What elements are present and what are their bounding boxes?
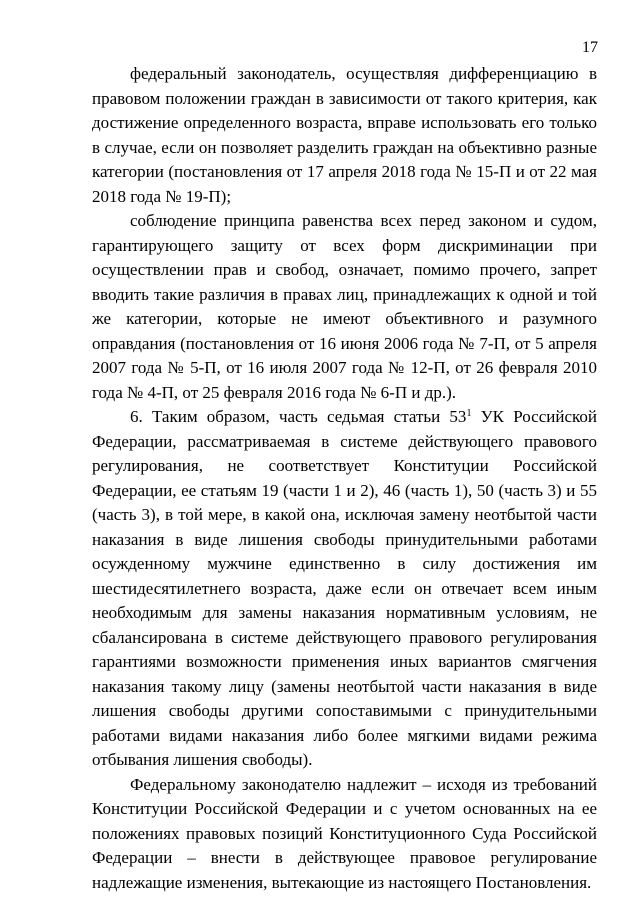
paragraph-conclusion-6 bbox=[92, 405, 597, 773]
conclusion-text-end: УК Российской Федерации, рассматриваемая в системе действующего правового регулирования, не соответствует Конституции Российской Федерации, ее статьям 19 (части 1 и 2), 46 (часть 1), 50 (часть 3) и 55 (часть 3), в той мере, в какой она, исключая замену неотбытой части наказания в виде лишения свободы принудительными работами осужденному мужчине единственно в силу достижения им шестидесятилетнего возраста, даже если он отвечает всем иным необходимым для замены наказания нормативным условиям, не сбалансирована в системе действующего правового регулирования гарантиями возможности применения иных вариантов смягчения наказания такому лицу (замены неотбытой части наказания в виде лишения свободы другими сопоставимыми с принудительными работами видами наказания либо более мягкими видами режима отбывания лишения свободы). bbox=[92, 407, 597, 769]
paragraph-legislator-duty: Федеральному законодателю надлежит – исходя из требований Конституции Российской Федерации и с учетом основанных на ее положениях правовых позиций Конституционного Суда Российской Федерации – внести в действующее правовое регулирование надлежащие изменения, вытекающие из настоящего Постановления. bbox=[92, 774, 597, 892]
paragraph-age-criterion: федеральный законодатель, осуществляя дифференциацию в правовом положении граждан в зависимости от такого критерия, как достижение определенного возраста, вправе использовать его только в случае, если он позволяет разделить граждан на объективно разные категории (постановления от 17 апреля 2018 года № 15-П и от 22 мая 2018 года № 19-П); bbox=[92, 64, 597, 206]
paragraph-equality-principle: соблюдение принципа равенства всех перед законом и судом, гарантирующего защиту от всех форм дискриминации при осуществлении прав и свобод, означает, помимо прочего, запрет вводить такие различия в правах лиц, принадлежащих к одной и той же категории, которые не имеют объективного и разумного оправдания (постановления от 16 июня 2006 года № 7-П, от 5 апреля 2007 года № 5-П, от 16 июля 2007 года № 12-П, от 26 февраля 2010 года № 4-П, от 25 февраля 2016 года № 6-П и др.). bbox=[92, 211, 597, 402]
conclusion-text-start: 6. Таким образом, часть седьмая статьи 53 bbox=[130, 407, 467, 426]
document-body bbox=[92, 62, 597, 895]
article-superscript: 1 bbox=[466, 408, 472, 419]
page-number: 17 bbox=[582, 39, 598, 56]
